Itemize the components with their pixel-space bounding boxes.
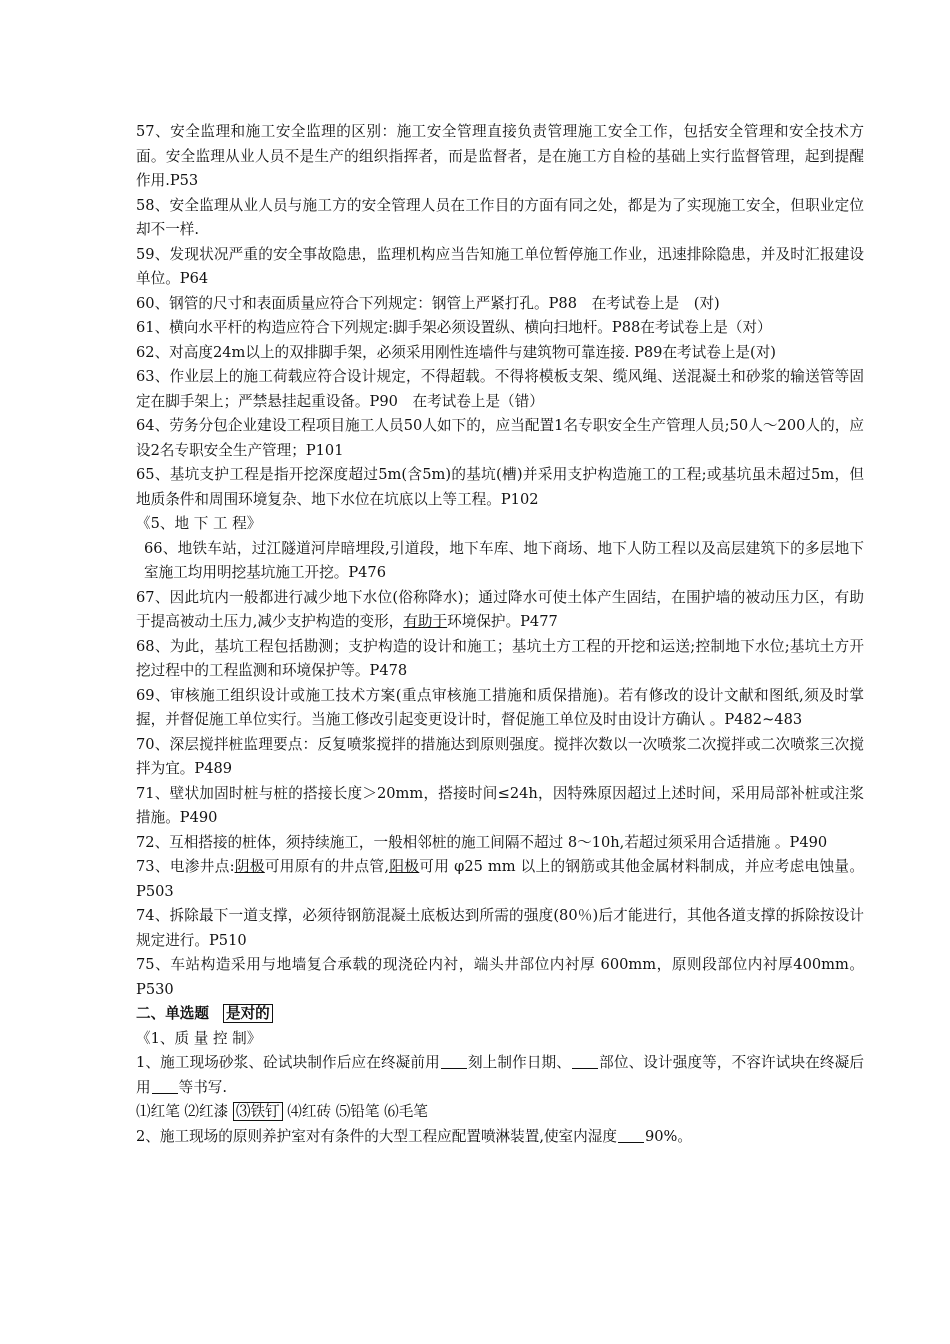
item-61: 61、横向水平杆的构造应符合下列规定:脚手架必须设置纵、横向扫地杆。P88在考试卷上是（对） bbox=[136, 319, 772, 336]
boxed-correct-option: ⑶铁钉 bbox=[233, 1102, 283, 1121]
question-1-text-b: 刻上制作日期、 bbox=[467, 1054, 571, 1071]
question-1 bbox=[136, 1051, 864, 1100]
answer-blank bbox=[618, 1128, 644, 1143]
answer-blank bbox=[441, 1054, 467, 1069]
item-73-text-c: 可用 φ25 mm 以上的钢筋或其他金属材料制成，并应考虑电蚀量。P503 bbox=[136, 858, 864, 900]
question-1-text-c: 部位、设计强度等，不容许试块在终凝后用 bbox=[136, 1054, 864, 1096]
item-73-underlined-cathode: 阴极 bbox=[234, 858, 265, 875]
boxed-answer-label: 是对的 bbox=[223, 1004, 273, 1023]
item-63: 63、作业层上的施工荷载应符合设计规定，不得超载。不得将模板支架、缆风绳、送混凝土和砂浆的输送管等固定在脚手架上；严禁悬挂起重设备。P90 在考试卷上是（错） bbox=[136, 368, 864, 410]
section-heading-single-choice bbox=[136, 1002, 864, 1027]
options-text-b: ⑷红砖 ⑸铅笔 ⑹毛笔 bbox=[282, 1103, 428, 1120]
item-58: 58、安全监理从业人员与施工方的安全管理人员在工作目的方面有同之处，都是为了实现施工安全，但职业定位却不一样. bbox=[136, 196, 864, 238]
item-71: 71、壁状加固时桩与桩的搭接长度＞20mm，搭接时间≤24h，因特殊原因超过上述时间，采用局部补桩或注浆措施。P490 bbox=[136, 784, 864, 826]
item-59: 59、发现状况严重的安全事故隐患，监理机构应当告知施工单位暂停施工作业，迅速排除隐患，并及时汇报建设单位。P64 bbox=[136, 245, 864, 287]
question-2-text-b: 90%。 bbox=[644, 1127, 692, 1145]
item-75: 75、车站构造采用与地墙复合承载的现浇砼内衬，端头井部位内衬厚 600mm，原则段部位内衬厚400mm。P530 bbox=[136, 956, 864, 998]
item-73 bbox=[136, 855, 864, 904]
item-67-underlined: 有助于 bbox=[403, 613, 448, 630]
item-66: 66、地铁车站，过江隧道河岸暗埋段,引道段，地下车库、地下商场、地下人防工程以及高层建筑下的多层地下室施工均用明挖基坑施工开挖。P476 bbox=[144, 539, 864, 581]
item-57: 57、安全监理和施工安全监理的区别：施工安全管理直接负责管理施工安全工作，包括安全管理和安全技术方面。安全监理从业人员不是生产的组织指挥者，而是监督者，是在施工方自检的基础上实行监督管理，起到提醒作用.P53 bbox=[136, 123, 864, 189]
section-heading-underground: 《5、地 下 工 程》 bbox=[136, 515, 262, 532]
item-73-text-a: 73、电渗井点: bbox=[136, 858, 235, 875]
item-69: 69、审核施工组织设计或施工技术方案(重点审核施工措施和质保措施)。若有修改的设计文献和图纸,须及时掌握，并督促施工单位实行。当施工修改引起变更设计时，督促施工单位及时由设计方确认 。P482~483 bbox=[136, 686, 864, 728]
options-text-a: ⑴红笔 ⑵红漆 bbox=[136, 1103, 233, 1120]
item-73-underlined-anode: 阳极 bbox=[389, 858, 420, 875]
answer-blank bbox=[152, 1079, 178, 1094]
answer-blank bbox=[572, 1054, 598, 1069]
section-heading-quality-control: 《1、质 量 控 制》 bbox=[136, 1029, 262, 1047]
question-1-text-a: 1、施工现场砂浆、砼试块制作后应在终凝前用 bbox=[136, 1054, 440, 1071]
question-1-text-d: 等书写. bbox=[178, 1078, 228, 1096]
item-72: 72、互相搭接的桩体，须持续施工，一般相邻桩的施工间隔不超过 8～10h,若超过须采用合适措施 。P490 bbox=[136, 833, 828, 851]
question-2 bbox=[136, 1125, 864, 1150]
item-67-text-b: 环境保护。P477 bbox=[447, 613, 558, 630]
question-2-text-a: 2、施工现场的原则养护室对有条件的大型工程应配置喷淋装置,使室内湿度 bbox=[136, 1127, 617, 1145]
item-73-text-b: 可用原有的井点管, bbox=[264, 858, 390, 875]
question-1-options bbox=[136, 1100, 864, 1125]
item-64: 64、劳务分包企业建设工程项目施工人员50人如下的，应当配置1名专职安全生产管理人员;50人～200人的，应设2名专职安全生产管理；P101 bbox=[136, 417, 864, 459]
item-62: 62、对高度24m以上的双排脚手架，必须采用刚性连墙件与建筑物可靠连接. P89在考试卷上是(对) bbox=[136, 343, 777, 361]
item-74: 74、拆除最下一道支撑，必须待钢筋混凝土底板达到所需的强度(80％)后才能进行，其他各道支撑的拆除按设计规定进行。P510 bbox=[136, 907, 864, 949]
item-70: 70、深层搅拌桩监理要点：反复喷浆搅拌的措施达到原则强度。搅拌次数以一次喷浆二次搅拌或二次喷浆三次搅拌为宜。P489 bbox=[136, 735, 864, 777]
document-body bbox=[136, 120, 864, 1149]
item-68: 68、为此，基坑工程包括勘测；支护构造的设计和施工；基坑土方工程的开挖和运送;控制地下水位;基坑土方开挖过程中的工程监测和环境保护等。P478 bbox=[136, 637, 864, 679]
section-title: 二、单选题 bbox=[136, 1005, 209, 1022]
item-60: 60、钢管的尺寸和表面质量应符合下列规定：钢管上严紧打孔。P88 在考试卷上是 (对) bbox=[136, 294, 720, 312]
item-67 bbox=[136, 586, 864, 635]
item-65: 65、基坑支护工程是指开挖深度超过5m(含5m)的基坑(槽)并采用支护构造施工的工程;或基坑虽未超过5m，但地质条件和周围环境复杂、地下水位在坑底以上等工程。P102 bbox=[136, 466, 864, 508]
item-67-text-a: 67、因此坑内一般都进行减少地下水位(俗称降水)；通过降水可使土体产生固结，在围护墙的被动压力区，有助于提高被动土压力,减少支护构造的变形， bbox=[136, 588, 864, 630]
